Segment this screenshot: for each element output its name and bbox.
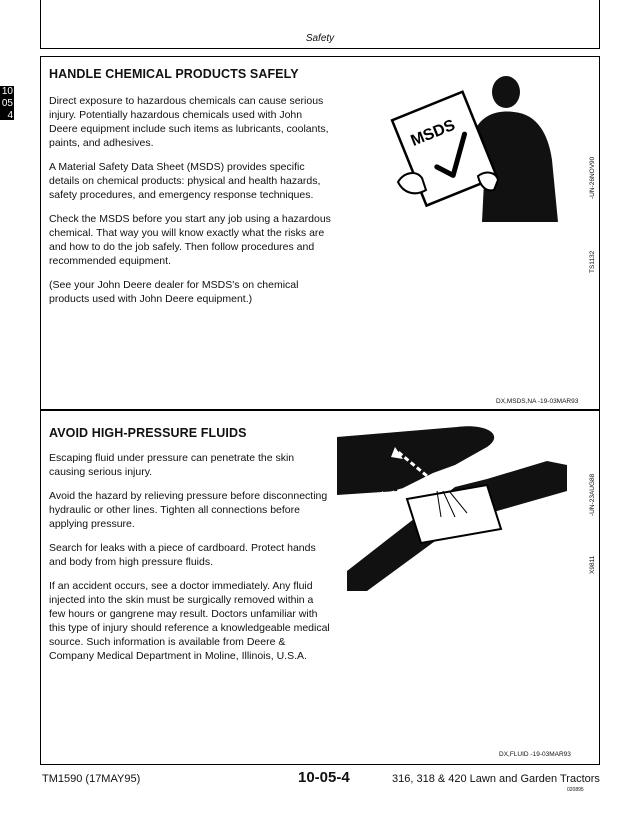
person-head-icon	[492, 76, 520, 108]
section-title: HANDLE CHEMICAL PRODUCTS SAFELY	[49, 67, 299, 81]
footer-date-code: 020895	[567, 787, 584, 793]
header-box	[40, 0, 600, 49]
footer-model: 316, 318 & 420 Lawn and Garden Tractors	[392, 773, 600, 785]
msds-label: MSDS	[408, 116, 458, 150]
footer-manual-id: TM1590 (17MAY95)	[42, 773, 141, 785]
paragraph: Check the MSDS before you start any job using a hazardous chemical. That way you will know exactly what the risks are and how to do the job safely. Then follow procedures and recommended equipment.	[49, 213, 331, 267]
section-reference: DX,FLUID -19-03MAR93	[499, 751, 571, 758]
tab-line-2: 05	[1, 98, 13, 109]
page-header-title: Safety	[305, 33, 335, 44]
high-pressure-illustration	[337, 421, 573, 591]
tab-line-1: 10	[1, 86, 13, 97]
paragraph: Escaping fluid under pressure can penetrate the skin causing serious injury.	[49, 452, 295, 478]
paragraph: Avoid the hazard by relieving pressure before disconnecting hydraulic or other lines. Tighten all connections before applying pressure.	[49, 490, 328, 530]
page-number: 10-05-4	[298, 769, 350, 786]
paragraph: A Material Safety Data Sheet (MSDS) provides specific details on chemical products: physical and health hazards, safety procedures, and emergency response techniques.	[49, 161, 321, 201]
section-reference: DX,MSDS,NA -19-03MAR93	[496, 398, 579, 405]
paragraph: (See your John Deere dealer for MSDS's on chemical products used with John Deere equipment.)	[49, 279, 299, 305]
image-code: -UN-26NOV90	[589, 156, 596, 199]
image-id: X9811	[589, 555, 596, 574]
paragraph: If an accident occurs, see a doctor immediately. Any fluid injected into the skin must be surgically removed within a few hours or gangrene may result. Doctors unfamiliar with this type of injury should reference a knowledgeable medical source. Such information is available from Deere & Company Medical Department in Moline, Illinois, U.S.A.	[49, 580, 330, 662]
msds-illustration	[386, 72, 566, 232]
section-body	[49, 451, 331, 673]
image-code: -UN-23AUG88	[589, 473, 596, 516]
tab-line-3: 4	[7, 110, 13, 121]
section-chemical-products	[40, 56, 600, 410]
section-high-pressure-fluids	[40, 410, 600, 765]
section-body	[49, 94, 331, 316]
section-title: AVOID HIGH-PRESSURE FLUIDS	[49, 426, 247, 440]
paragraph: Direct exposure to hazardous chemicals can cause serious injury. Potentially hazardous chemicals used with John Deere equipment include such items as lubricants, coolants, paints, and adhesives.	[49, 95, 329, 149]
paragraph: Search for leaks with a piece of cardboard. Protect hands and body from high pressure fluids.	[49, 542, 316, 568]
section-tab	[0, 86, 14, 120]
image-id: TS1132	[589, 250, 596, 273]
